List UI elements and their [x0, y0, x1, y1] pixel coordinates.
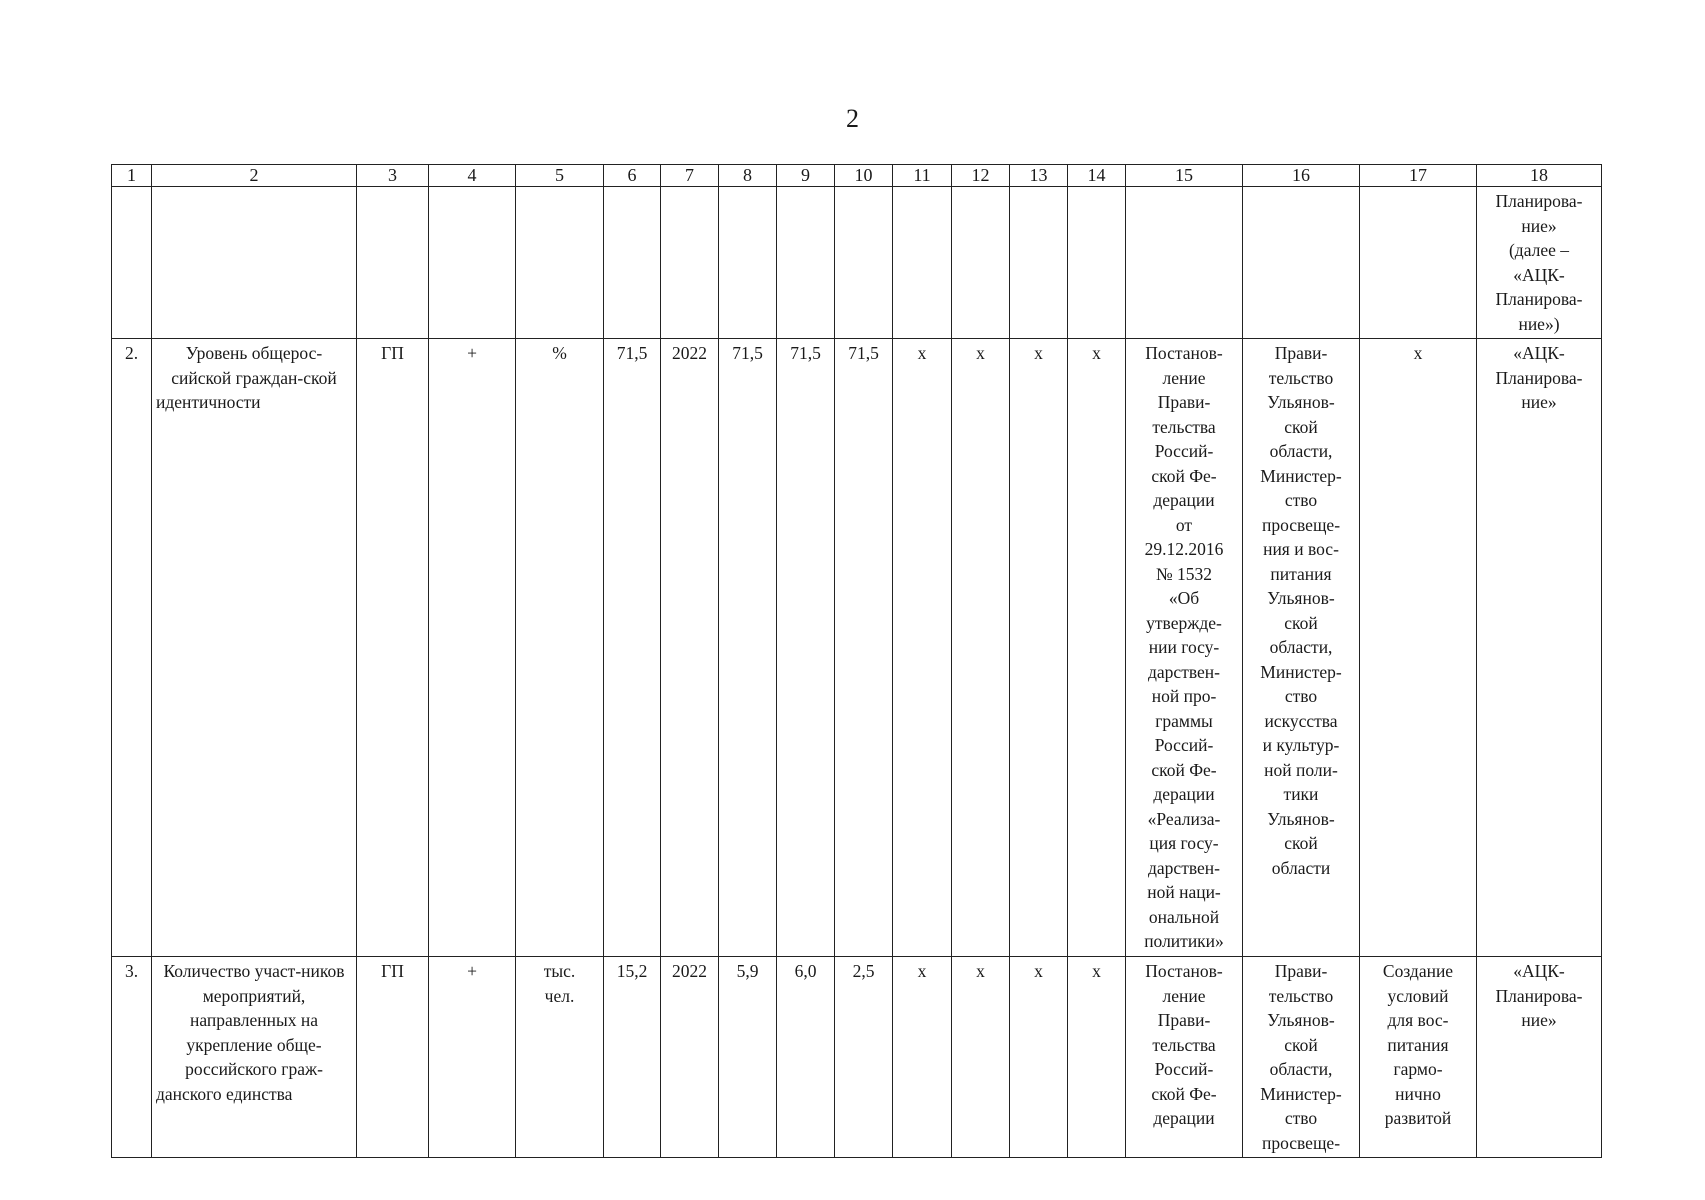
table-cell-col-8: 71,5 [719, 339, 777, 957]
column-number-header-row [112, 165, 1602, 187]
table-cell-col-1: 3. [112, 957, 152, 1158]
table-cell-col-14: х [1068, 339, 1126, 957]
table-cell-col-12: х [952, 957, 1010, 1158]
table-cell-col-12: х [952, 339, 1010, 957]
table-cell-col-4: + [429, 339, 516, 957]
table-cell-col-2: Уровень общерос-сийской граждан-ской идентичности [152, 339, 357, 957]
table-cell-col-11: х [893, 339, 952, 957]
column-header-3: 3 [357, 165, 429, 187]
table-cell-col-7: 2022 [661, 339, 719, 957]
table-cell-col-13: х [1010, 957, 1068, 1158]
page-number: 2 [846, 104, 859, 133]
table-cell-col-7: 2022 [661, 957, 719, 1158]
column-header-15: 15 [1126, 165, 1243, 187]
table-cell-col-3: ГП [357, 339, 429, 957]
table-cell-col-5: % [516, 339, 604, 957]
column-header-1: 1 [112, 165, 152, 187]
table-cell-col-16: Прави- тельство Ульянов- ской области, Министер- ство просвеще- ния и вос- питания Ульянов- ской области, Министер- ство искусства и культур- ной поли- тики Ульянов- ской области [1243, 339, 1360, 957]
table-cell-col-17: х [1360, 339, 1477, 957]
table-cell-col-17 [1360, 187, 1477, 339]
table-cell-col-16 [1243, 187, 1360, 339]
table-cell-col-18: «АЦК- Планирова- ние» [1477, 339, 1602, 957]
table-cell-col-18: Планирова- ние» (далее – «АЦК- Планирова- ние») [1477, 187, 1602, 339]
table-cell-col-2: Количество участ-ников мероприятий, направленных на укрепление обще-российского граж-данского единства [152, 957, 357, 1158]
table-cell-col-4: + [429, 957, 516, 1158]
column-header-9: 9 [777, 165, 835, 187]
table-cell-col-10 [835, 187, 893, 339]
table-cell-col-3 [357, 187, 429, 339]
table-cell-col-11 [893, 187, 952, 339]
table-cell-col-9 [777, 187, 835, 339]
column-header-18: 18 [1477, 165, 1602, 187]
table-cell-col-6 [604, 187, 661, 339]
table-cell-col-11: х [893, 957, 952, 1158]
table-cell-col-15: Постанов- ление Прави- тельства Россий- ской Фе- дерации [1126, 957, 1243, 1158]
table-row-3 [112, 957, 1602, 1158]
table-cell-col-10: 2,5 [835, 957, 893, 1158]
table-cell-col-15: Постанов- ление Прави- тельства Россий- ской Фе- дерации от 29.12.2016 № 1532 «Об утвержде- нии госу- дарствен- ной про- граммы Россий- ской Фе- дерации «Реализа- ция госу- дарствен- ной наци- ональной политики» [1126, 339, 1243, 957]
column-header-10: 10 [835, 165, 893, 187]
table-cell-col-17: Создание условий для вос- питания гармо- нично развитой [1360, 957, 1477, 1158]
table-cell-col-5: тыс. чел. [516, 957, 604, 1158]
column-header-8: 8 [719, 165, 777, 187]
table-cell-col-1 [112, 187, 152, 339]
column-header-11: 11 [893, 165, 952, 187]
table-row-2 [112, 339, 1602, 957]
column-header-5: 5 [516, 165, 604, 187]
table-cell-col-10: 71,5 [835, 339, 893, 957]
table-cell-col-9: 6,0 [777, 957, 835, 1158]
column-header-14: 14 [1068, 165, 1126, 187]
table-cell-col-16: Прави- тельство Ульянов- ской области, Министер- ство просвеще- [1243, 957, 1360, 1158]
table-cell-col-7 [661, 187, 719, 339]
column-header-12: 12 [952, 165, 1010, 187]
column-header-2: 2 [152, 165, 357, 187]
table-cell-col-6: 15,2 [604, 957, 661, 1158]
table-cell-col-4 [429, 187, 516, 339]
indicators-table [111, 164, 1602, 1158]
table-cell-col-9: 71,5 [777, 339, 835, 957]
table-cell-col-1: 2. [112, 339, 152, 957]
table-cell-col-5 [516, 187, 604, 339]
column-header-7: 7 [661, 165, 719, 187]
table-cell-col-2 [152, 187, 357, 339]
table-cell-col-18: «АЦК- Планирова- ние» [1477, 957, 1602, 1158]
table-cell-col-6: 71,5 [604, 339, 661, 957]
column-header-4: 4 [429, 165, 516, 187]
column-header-16: 16 [1243, 165, 1360, 187]
column-header-13: 13 [1010, 165, 1068, 187]
table-cell-col-8 [719, 187, 777, 339]
table-cell-col-15 [1126, 187, 1243, 339]
table-cell-col-8: 5,9 [719, 957, 777, 1158]
table-cell-col-14: х [1068, 957, 1126, 1158]
column-header-17: 17 [1360, 165, 1477, 187]
table-cell-col-14 [1068, 187, 1126, 339]
table-cell-col-13: х [1010, 339, 1068, 957]
table-cell-col-3: ГП [357, 957, 429, 1158]
column-header-6: 6 [604, 165, 661, 187]
table-cell-col-13 [1010, 187, 1068, 339]
table-cell-col-12 [952, 187, 1010, 339]
table-row-continuation [112, 187, 1602, 339]
